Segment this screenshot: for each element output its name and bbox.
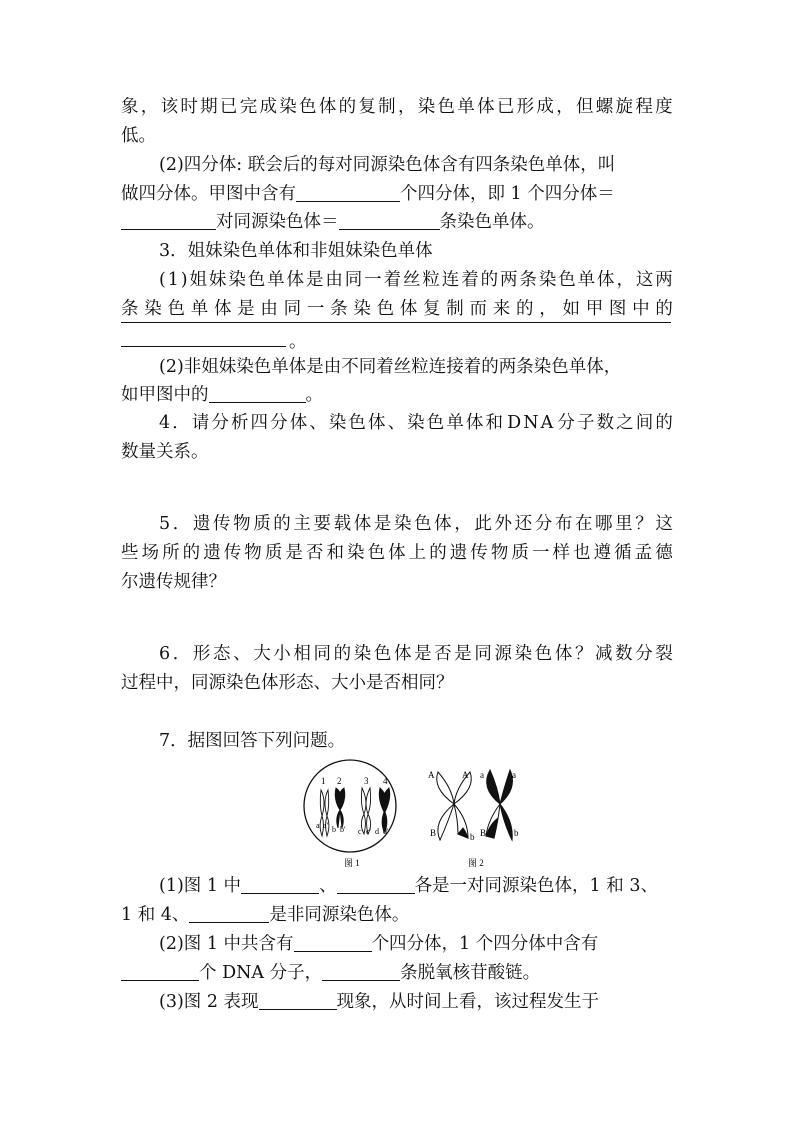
- fig1-label-a-prime: a': [323, 821, 328, 830]
- answer-blank-non-homologous[interactable]: [189, 904, 269, 923]
- fig1-label-b-prime: b': [340, 825, 346, 834]
- answer-blank-non-sister[interactable]: [209, 384, 306, 403]
- paragraph-1-line-2: 低。: [121, 126, 156, 146]
- non-sister-chromatid-line-2: 如甲图中的 。: [121, 385, 323, 405]
- fig2-label-a-1: a: [480, 770, 484, 780]
- answer-blank-chromatid-count[interactable]: [339, 211, 440, 230]
- fig2-label-B-2: B: [480, 828, 487, 838]
- answer-blank-tetrad-count[interactable]: [296, 183, 400, 202]
- tetrad-definition-line-3: 对同源染色体＝ 条染色单体。: [121, 210, 673, 234]
- fig2-caption: 图 2: [468, 858, 484, 868]
- fig1-number-2: 2: [337, 776, 342, 786]
- tetrad-definition-line-1: (2)四分体: 联会后的每对同源染色体含有四条染色单体，叫: [159, 155, 616, 175]
- answer-blank-phenomenon[interactable]: [259, 991, 337, 1010]
- question-5-line-2: 些 场 所 的 遗 传 物 质 是 否 和 染 色 体 上 的 遗 传 物 质 一 样 也 遵 循 孟 德: [121, 543, 673, 563]
- question-5-line-1: 5 ． 遗 传 物 质 的 主 要 载 体 是 染 色 体 ， 此 外 还 分 布 在 哪 里 ？ 这: [159, 514, 673, 534]
- fig2-label-a-2: a: [512, 770, 516, 780]
- chromosome-4: [379, 788, 390, 832]
- non-sister-chromatid-line-1: (2)非姐妹染色单体是由不同着丝粒连接着的两条染色单体，: [159, 357, 622, 377]
- question-4-line-2: 数量关系。: [121, 442, 209, 462]
- question-5-line-3: 尔遗传规律？: [121, 572, 226, 592]
- question-6-line-1: 6 ． 形 态 、 大 小 相 同 的 染 色 体 是 否 是 同 源 染 色 体 ？ 减 数 分 裂: [159, 644, 673, 664]
- answer-blank-strand-count[interactable]: [322, 962, 400, 981]
- fig1-number-1: 1: [321, 776, 326, 786]
- sister-chromatid-line-2: 条 染 色 单 体 是 由 同 一 条 染 色 体 复 制 而 来 的 ， 如 甲 图 中 的: [121, 299, 673, 319]
- crossing-over-black-chromosome: [486, 770, 512, 840]
- answer-line-sister-chromatids[interactable]: [121, 322, 671, 323]
- sister-chromatid-end-mark: 。: [289, 332, 307, 352]
- question-7-1-line-1: (1)图 1 中 、 各是一对同源染色体，1 和 3、: [159, 876, 658, 896]
- crossing-over-white-chromosome: [437, 772, 472, 840]
- fig2-label-B-1: B: [430, 828, 437, 838]
- question-7-2-line-2: 个 DNA 分子， 条脱氧核苷酸链。: [121, 961, 673, 985]
- question-7-1-line-2: 1 和 4、 是非同源染色体。: [121, 905, 410, 925]
- fig2-label-b-1: b: [470, 832, 475, 842]
- fig1-label-c-prime: c': [366, 827, 371, 836]
- answer-blank-homolog-pairs[interactable]: [121, 211, 216, 230]
- question-7-3-line-1: (3)图 2 表现 现象，从时间上看，该过程发生于: [159, 992, 600, 1012]
- fig1-label-d-prime: d': [383, 827, 389, 836]
- paragraph-1-line-1: 象 ， 该 时 期 已 完 成 染 色 体 的 复 制 ， 染 色 单 体 已 形 成 ， 但 螺 旋 程 度: [121, 97, 673, 117]
- fig2-label-A-1: A: [428, 770, 435, 780]
- fig1-caption: 图 1: [344, 858, 360, 868]
- fig1-label-b: b: [332, 825, 336, 834]
- question-4-line-1: 4 ． 请 分 析 四 分 体 、 染 色 体 、 染 色 单 体 和 D N A 分 子 数 之 间 的: [159, 413, 673, 433]
- fig1-number-4: 4: [383, 776, 388, 786]
- section-3-heading: 3．姐妹染色单体和非姐妹染色单体: [159, 241, 433, 261]
- answer-blank-pair-2[interactable]: [337, 875, 415, 894]
- question-7-2-line-1: (2)图 1 中共含有 个四分体，1 个四分体中含有: [159, 934, 599, 954]
- answer-line-sister-chromatids-2[interactable]: [121, 346, 286, 347]
- fig1-label-a: a: [316, 821, 320, 830]
- fig2-label-A-2: A: [462, 770, 469, 780]
- fig1-label-d: d: [375, 827, 379, 836]
- fig1-number-3: 3: [364, 776, 369, 786]
- question-7-heading: 7．据图回答下列问题。: [159, 731, 346, 751]
- sister-chromatid-line-1: ( 1 ) 姐 妹 染 色 单 体 是 由 同 一 着 丝 粒 连 着 的 两 条 染 色 单 体 ， 这 两: [159, 270, 673, 290]
- answer-blank-dna-count[interactable]: [121, 962, 199, 981]
- chromosome-figure: [300, 758, 540, 870]
- tetrad-definition-line-2: 做四分体。甲图中含有 个四分体，即 1 个四分体＝: [121, 184, 615, 204]
- question-6-line-2: 过程中，同源染色体形态、大小是否相同？: [121, 673, 454, 693]
- fig2-label-b-2: b: [514, 828, 519, 838]
- answer-blank-pair-1[interactable]: [241, 875, 319, 894]
- answer-blank-tetrad-total[interactable]: [294, 933, 372, 952]
- fig1-label-c: c: [358, 827, 362, 836]
- chromosome-2: [335, 788, 345, 828]
